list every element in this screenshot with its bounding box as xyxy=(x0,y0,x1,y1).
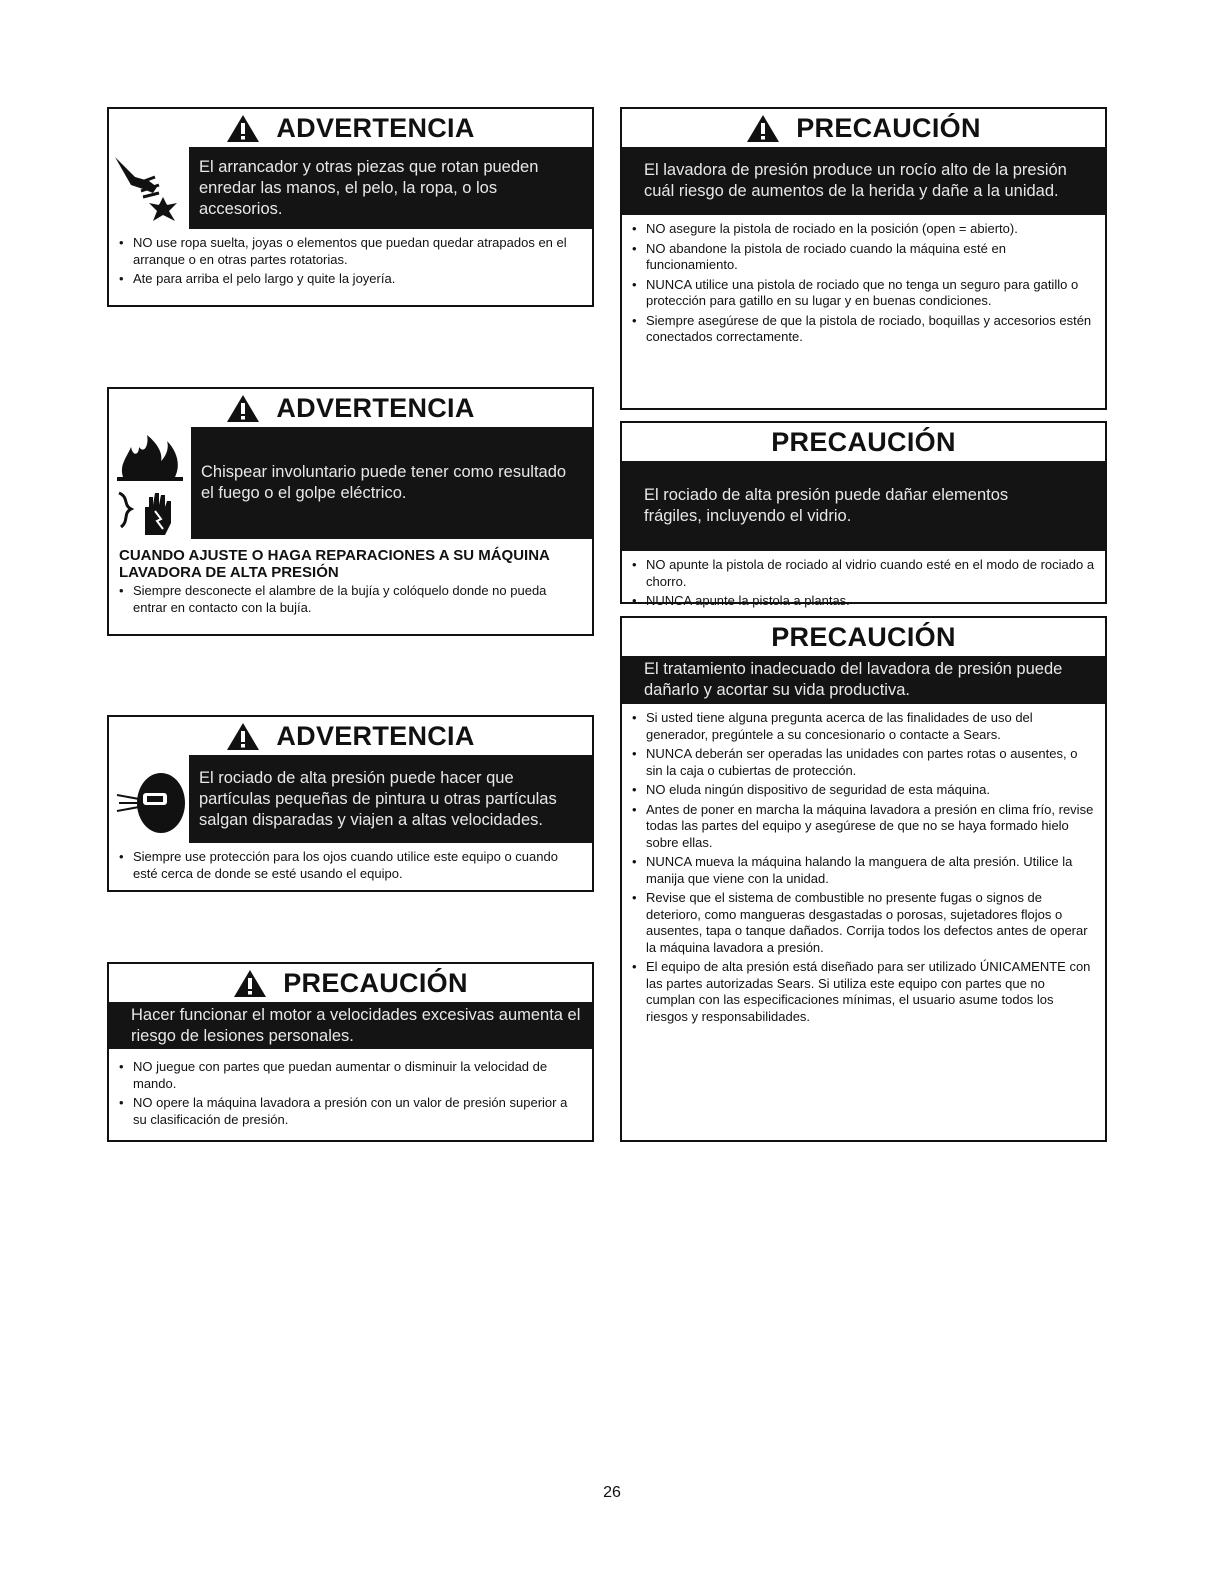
warning-triangle-icon xyxy=(226,113,260,143)
list-item: • Ate para arriba el pelo largo y quite la joyería. xyxy=(119,271,396,286)
warning-band xyxy=(109,755,592,843)
caution-title: PRECAUCIÓN xyxy=(771,621,956,652)
entanglement-hand-icon xyxy=(109,147,189,229)
caution-title: PRECAUCIÓN xyxy=(283,967,468,998)
list-item: • El equipo de alta presión está diseñado para ser utilizado ÚNICAMENTE con las partes autorizadas Sears. Si utiliza este equipo con partes que no cumplan con las especificaciones mínimas, el usuario asume todos los riesgos y responsabilidades. xyxy=(632,959,1091,1024)
caution-message: El lavadora de presión produce un rocío alto de la presión cuál riesgo de aumentos de la herida y dañe a la unidad. xyxy=(644,161,1067,200)
caution-box-improper-treatment xyxy=(620,616,1107,1142)
fire-icon xyxy=(109,427,191,483)
warning-triangle-icon xyxy=(233,968,267,998)
caution-bullet-list xyxy=(622,704,1105,1032)
caution-bullet-list xyxy=(109,1049,592,1135)
list-item: • NO opere la máquina lavadora a presión con un valor de presión superior a su clasificación de presión. xyxy=(119,1095,568,1127)
caution-band xyxy=(622,656,1105,704)
warning-header xyxy=(109,717,592,755)
caution-title: PRECAUCIÓN xyxy=(771,426,956,457)
caution-header xyxy=(622,109,1105,147)
warning-header xyxy=(109,109,592,147)
warning-box-sparking xyxy=(107,387,594,636)
list-item: • Antes de poner en marcha la máquina lavadora a presión en clima frío, revise todas las partes del equipo y asegúrese de que no se haya formado hielo sobre ellas. xyxy=(632,801,1094,850)
list-item: • Siempre use protección para los ojos cuando utilice este equipo o cuando esté cerca de donde se esté usando el equipo. xyxy=(119,849,558,881)
warning-triangle-icon xyxy=(226,721,260,751)
list-item: • Siempre desconecte el alambre de la bujía y colóquelo donde no pueda entrar en contacto con la bujía. xyxy=(119,583,547,615)
list-item: • NUNCA utilice una pistola de rociado que no tenga un seguro para gatillo o protección para gatillo en su lugar y en buenas condiciones. xyxy=(632,276,1079,308)
electric-shock-hand-icon xyxy=(109,483,191,539)
list-item: • Revise que el sistema de combustible no presente fugas o signos de deterioro, como mangueras desgastadas o porosas, sujetadores flojos o ausentes, tapa o tanque dañados. Corrija todos los defectos antes de operar la máquina lavadora a presión. xyxy=(632,890,1088,955)
caution-band xyxy=(622,461,1105,551)
caution-box-engine-speed xyxy=(107,962,594,1142)
list-item: • Siempre asegúrese de que la pistola de rociado, boquillas y accesorios estén conectados correctamente. xyxy=(632,312,1092,344)
warning-box-rotating-parts xyxy=(107,107,594,307)
warning-triangle-icon xyxy=(226,393,260,423)
warning-title: ADVERTENCIA xyxy=(276,720,475,751)
list-item: • NUNCA deberán ser operadas las unidades con partes rotas o ausentes, o sin la caja o cubiertas de protección. xyxy=(632,746,1078,778)
warning-message: El rociado de alta presión puede hacer que partículas pequeñas de pintura u otras partículas salgan disparadas y viajen a altas velocidades. xyxy=(199,768,557,829)
warning-title: ADVERTENCIA xyxy=(276,392,475,423)
caution-header xyxy=(622,423,1105,461)
warning-bullet-list xyxy=(109,843,592,889)
list-item: • NO juegue con partes que puedan aumentar o disminuir la velocidad de mando. xyxy=(119,1059,548,1091)
warning-message: Chispear involuntario puede tener como resultado el fuego o el golpe eléctrico. xyxy=(201,463,567,502)
warning-bullet-list xyxy=(109,581,592,623)
list-item: • NUNCA apunte la pistola a plantas. xyxy=(632,593,850,608)
list-item: • NUNCA mueva la máquina halando la manguera de alta presión. Utilice la manija que viene con la unidad. xyxy=(632,854,1073,886)
caution-title: PRECAUCIÓN xyxy=(796,112,981,143)
list-item: • Si usted tiene alguna pregunta acerca de las finalidades de uso del generador, pregúntele a su concesionario o contacte a Sears. xyxy=(632,710,1033,742)
list-item: • NO apunte la pistola de rociado al vidrio cuando esté en el modo de rociado a chorro. xyxy=(632,557,1095,589)
warning-message: El arrancador y otras piezas que rotan pueden enredar las manos, el pelo, la ropa, o los accesorios. xyxy=(199,157,539,218)
eye-protection-face-shield-icon xyxy=(109,755,189,843)
warning-title: ADVERTENCIA xyxy=(276,112,475,143)
list-item: • NO asegure la pistola de rociado en la posición (open = abierto). xyxy=(632,221,1018,236)
warning-band xyxy=(109,147,592,229)
caution-message: El tratamiento inadecuado del lavadora de presión puede dañarlo y acortar su vida productiva. xyxy=(644,660,1063,699)
warning-bullet-list xyxy=(109,229,592,295)
caution-header xyxy=(109,964,592,1002)
caution-header xyxy=(622,618,1105,656)
caution-bullet-list xyxy=(622,215,1105,353)
caution-message: Hacer funcionar el motor a velocidades excesivas aumenta el riesgo de lesiones personales. xyxy=(131,1005,581,1045)
caution-bullet-list xyxy=(622,551,1105,617)
section-heading: CUANDO AJUSTE O HAGA REPARACIONES A SU MÁQUINA LAVADORA DE ALTA PRESIÓN xyxy=(119,547,550,581)
list-item: • NO use ropa suelta, joyas o elementos que puedan quedar atrapados en el arranque o en otras partes rotatorias. xyxy=(119,235,567,267)
caution-band xyxy=(109,1002,592,1049)
list-item: • NO eluda ningún dispositivo de seguridad de esta máquina. xyxy=(632,782,991,797)
warning-box-high-pressure-spray xyxy=(107,715,594,892)
caution-box-spray-gun xyxy=(620,107,1107,410)
page-number: 26 xyxy=(603,1484,621,1501)
warning-header xyxy=(109,389,592,427)
list-item: • NO abandone la pistola de rociado cuando la máquina esté en funcionamiento. xyxy=(632,240,1006,272)
caution-message: El rociado de alta presión puede dañar elementos frágiles, incluyendo el vidrio. xyxy=(644,486,1009,525)
caution-band xyxy=(622,147,1105,215)
warning-triangle-icon xyxy=(746,113,780,143)
warning-band xyxy=(109,427,592,539)
caution-box-fragile-items xyxy=(620,421,1107,608)
